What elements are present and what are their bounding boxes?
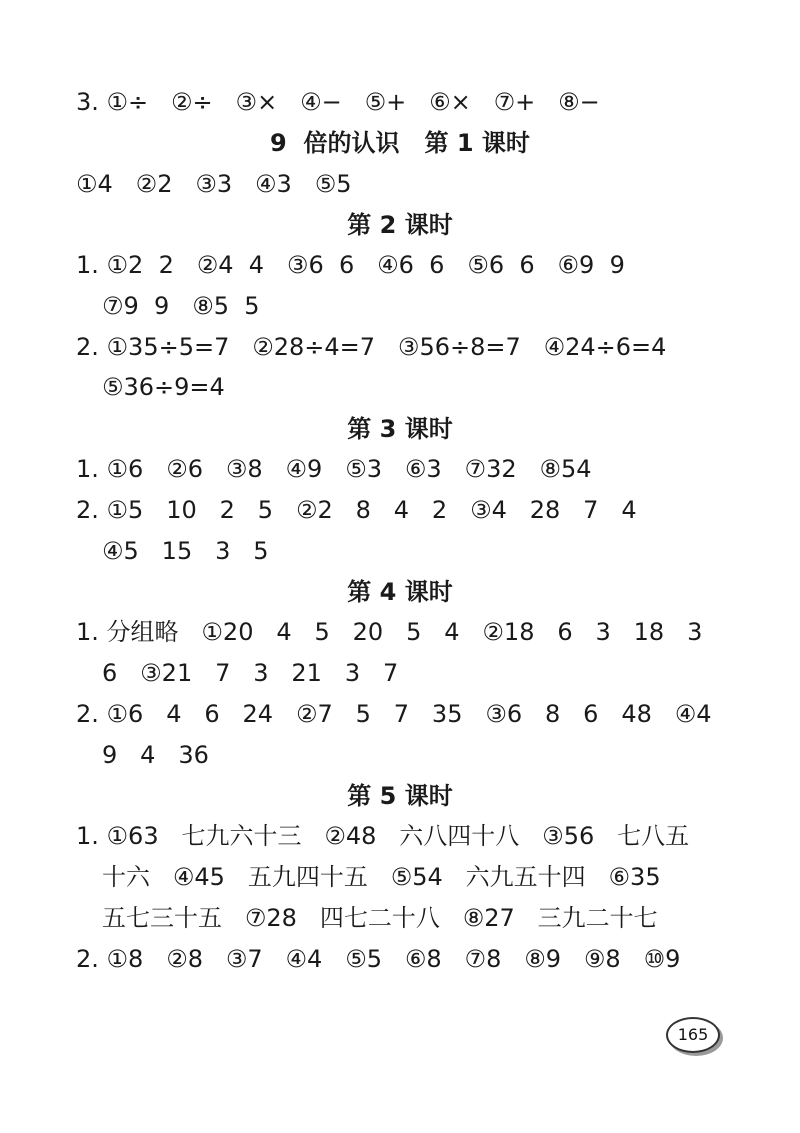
lesson-heading: 第 5 课时	[347, 782, 453, 810]
lesson-heading: 第 2 课时	[347, 211, 453, 239]
answer-line: 2. ①8 ②8 ③7 ④4 ⑤5 ⑥8 ⑦8 ⑧9 ⑨8 ⑩9	[76, 945, 681, 973]
answer-line: 2. ①35÷5=7 ②28÷4=7 ③56÷8=7 ④24÷6=4	[76, 333, 667, 361]
answer-line: ⑤36÷9=4	[102, 373, 225, 401]
answer-line: ①4 ②2 ③3 ④3 ⑤5	[76, 170, 352, 198]
answer-line: 十六 ④45 五九四十五 ⑤54 六九五十四 ⑥35	[102, 863, 661, 891]
answer-line: 3. ①÷ ②÷ ③× ④− ⑤+ ⑥× ⑦+ ⑧−	[76, 88, 600, 116]
page-number-badge	[666, 1017, 724, 1059]
answer-line: 2. ①5 10 2 5 ②2 8 4 2 ③4 28 7 4	[76, 496, 637, 524]
lesson-heading: 第 4 课时	[347, 578, 453, 606]
answer-line: ④5 15 3 5	[102, 537, 269, 565]
answer-line: 五七三十五 ⑦28 四七二十八 ⑧27 三九二十七	[102, 904, 658, 932]
answer-line: ⑦9 9 ⑧5 5	[102, 292, 260, 320]
lesson-heading: 第 3 课时	[347, 415, 453, 443]
answer-line: 6 ③21 7 3 21 3 7	[102, 659, 399, 687]
answer-line: 1. ①6 ②6 ③8 ④9 ⑤3 ⑥3 ⑦32 ⑧54	[76, 455, 592, 483]
answer-line: 1. 分组略 ①20 4 5 20 5 4 ②18 6 3 18 3	[76, 618, 703, 646]
answer-line: 1. ①2 2 ②4 4 ③6 6 ④6 6 ⑤6 6 ⑥9 9	[76, 251, 625, 279]
page-number: 165	[677, 1025, 709, 1044]
answer-line: 9 4 36	[102, 741, 209, 769]
answer-line: 1. ①63 七九六十三 ②48 六八四十八 ③56 七八五	[76, 822, 690, 850]
answer-line: 2. ①6 4 6 24 ②7 5 7 35 ③6 8 6 48 ④4	[76, 700, 712, 728]
section-heading: 9 倍的认识 第 1 课时	[270, 129, 530, 157]
